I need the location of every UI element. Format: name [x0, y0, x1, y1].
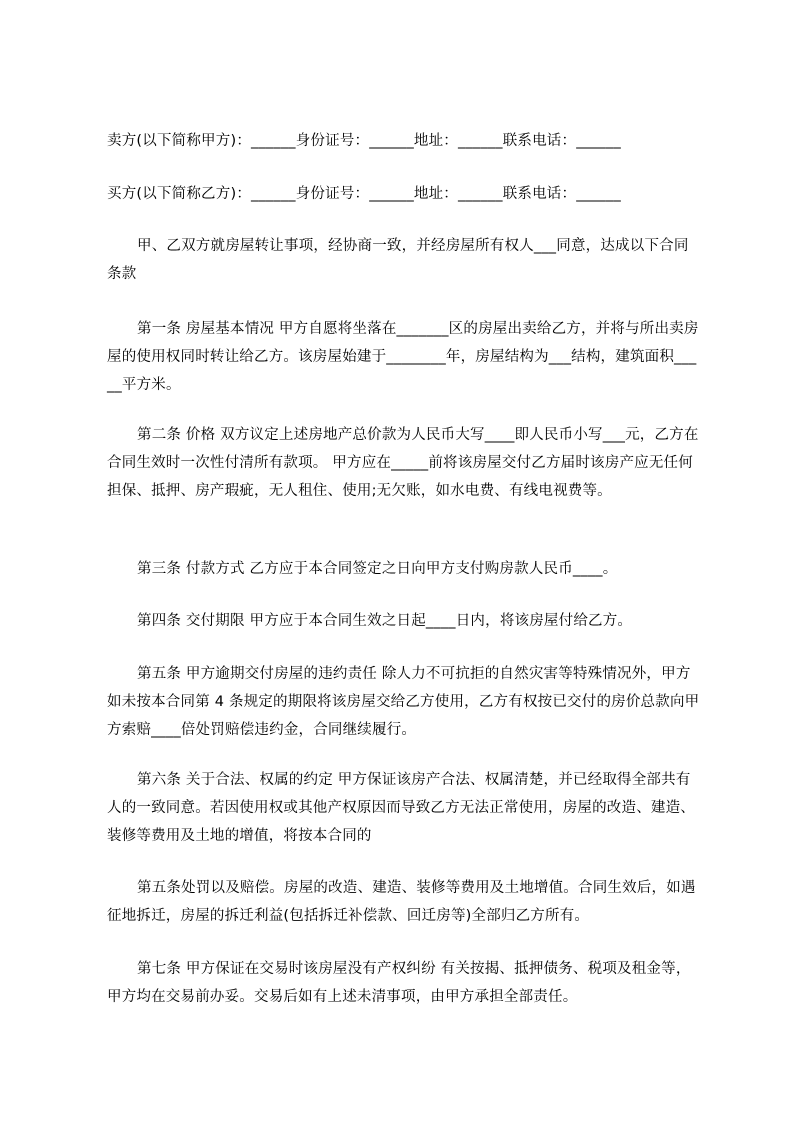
article-5-penalty-paragraph: 第五条处罚以及赔偿。房屋的改造、建造、装修等费用及土地增值。合同生效后，如遇征地拆迁，房屋的拆迁利益(包括拆迁补偿款、回迁房等)全部归乙方所有。: [107, 880, 696, 924]
article-7-paragraph: 第七条 甲方保证在交易时该房屋没有产权纠纷 有关按揭、抵押债务、税项及租金等，甲方均在交易前办妥。交易后如有上述未清事项，由甲方承担全部责任。: [107, 961, 691, 1005]
article-3-paragraph: 第三条 付款方式 乙方应于本合同签定之日向甲方支付购房款人民币____。: [137, 561, 618, 577]
article-5-paragraph: 第五条 甲方逾期交付房屋的违约责任 除人力不可抗拒的自然灾害等特殊情况外，甲方如未按本合同第 4 条规定的期限将该房屋交给乙方使用，乙方有权按已交付的房价总款向甲方索赔____倍处罚赔偿违约金，合同继续履行。: [107, 666, 700, 738]
buyer-info-line: 买方(以下简称乙方)：______身份证号：______地址：______联系电话：______: [107, 186, 621, 202]
article-6-paragraph: 第六条 关于合法、权属的约定 甲方保证该房产合法、权属清楚，并已经取得全部共有人的一致同意。若因使用权或其他产权原因而导致乙方无法正常使用，房屋的改造、建造、装修等费用及土地的增值，将按本合同的: [107, 772, 695, 844]
article-2-paragraph: 第二条 价格 双方议定上述房地产总价款为人民币大写____即人民币小写___元，乙方在合同生效时一次性付清所有款项。 甲方应在_____前将该房屋交付乙方届时该房产应无任何担保、抵押、房产瑕疵，无人租住、使用;无欠账，如水电费、有线电视费等。: [107, 427, 699, 499]
preamble-paragraph: 甲、乙双方就房屋转让事项，经协商一致，并经房屋所有权人___同意，达成以下合同条款: [107, 238, 689, 282]
article-4-paragraph: 第四条 交付期限 甲方应于本合同生效之日起____日内，将该房屋付给乙方。: [137, 613, 633, 629]
seller-info-line: 卖方(以下简称甲方)：______身份证号：______地址：______联系电话：______: [107, 133, 621, 149]
article-1-paragraph: 第一条 房屋基本情况 甲方自愿将坐落在_______区的房屋出卖给乙方，并将与所出卖房屋的使用权同时转让给乙方。该房屋始建于________年，房屋结构为___结构，建筑面积_____平方米。: [107, 321, 699, 393]
